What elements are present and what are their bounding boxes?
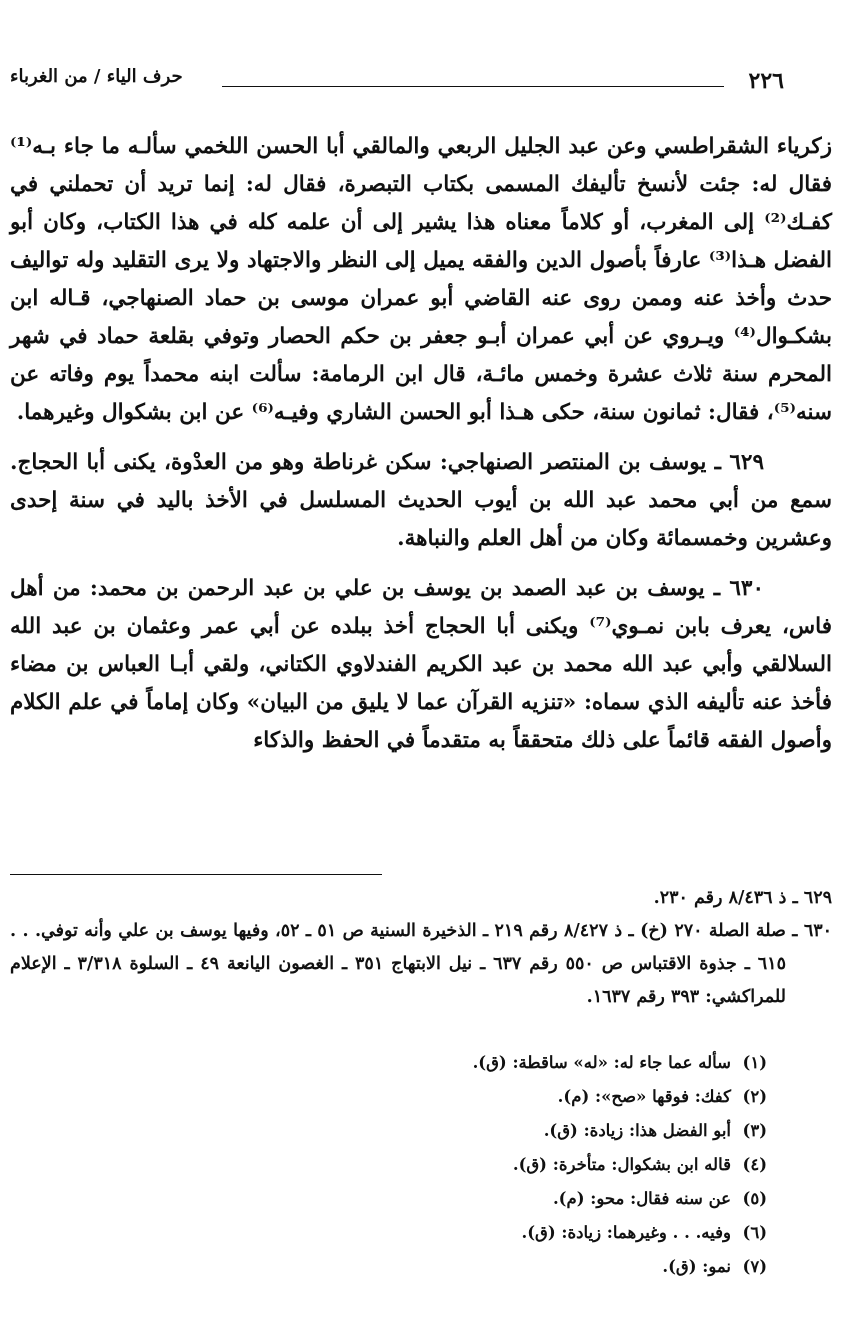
footnote	[247, 1046, 767, 1080]
page-number: ٢٢٦	[748, 68, 784, 94]
main-text	[10, 128, 832, 772]
footnote-text: نمو: (ق).	[662, 1257, 731, 1276]
footnote-text: أبو الفضل هذا: زيادة: (ق).	[543, 1121, 731, 1140]
footnote-number: (٧)	[742, 1257, 767, 1276]
footnotes	[247, 1046, 767, 1284]
footnote-number: (١)	[742, 1053, 767, 1072]
entry-630: ٦٣٠ ـ يوسف بن عبد الصمد بن يوسف بن علي بن عبد الرحمن بن محمد: من أهل فاس، يعرف بابن نمـوي⁽⁷⁾ ويكنى أبا الحجاج أخذ ببلده عن أبي عمر وعثمان بن عبد الله السلالقي وأبي عبد الله محمد بن عبد الكريم الفندلاوي الكتاني، ولقي أبـا العباس بن مضاء فأخذ عنه تأليفه الذي سماه: «تنزيه القرآن عما لا يليق من البيان» وكان إماماً في علم الكلام وأصول الفقه قائماً على ذلك متحققاً به متقدماً في الحفظ والذكاء	[10, 576, 832, 753]
footnote-text: وفيه. . . وغيرهما: زيادة: (ق).	[521, 1223, 731, 1242]
bibliography	[10, 882, 832, 1014]
running-title: حرف الياء / من الغرباء	[10, 66, 183, 87]
running-header	[10, 66, 784, 96]
header-rule	[222, 86, 724, 87]
footnote-number: (٤)	[742, 1155, 767, 1174]
paragraph-continuation: زكرياء الشقراطسي وعن عبد الجليل الربعي والمالقي أبا الحسن اللخمي سألـه ما جاء بـه⁽¹⁾ فقال له: جئت لأنسخ تأليفك المسمى بكتاب التبصرة، فقال له: إنما تريد أن تحملني في كفـك⁽²⁾ إلى المغرب، أو كلاماً معناه هذا يشير إلى أن علمه كله في هذا الكتاب، وكان أبو الفضل هـذا⁽³⁾ عارفاً بأصول الدين والفقه يميل إلى النظر والاجتهاد ولا يرى التقليد وله تواليف حدث وأخذ عنه وممن روى عنه القاضي أبو عمران موسى بن حماد الصنهاجي، قـاله ابن بشكـوال⁽⁴⁾ ويـروي عن أبي عمران أبـو جعفر بن حكم الحصار وتوفي بقلعة حماد في شهر المحرم سنة ثلاث عشرة وخمس مائـة، قال ابن الرمامة: سألت ابنه محمداً يوم وفاته عن سنه⁽⁵⁾، فقال: ثمانون سنة، حكى هـذا أبو الحسن الشاري وفيـه⁽⁶⁾ عن ابن بشكوال وغيرهما.	[10, 134, 832, 425]
entry-629: ٦٢٩ ـ يوسف بن المنتصر الصنهاجي: سكن غرناطة وهو من العدْوة، يكنى أبا الحجاج. سمع من أبي محمد عبد الله بن أيوب الحديث المسلسل في الأخذ باليد في سنة إحدى وعشرين وخمسمائة وكان من أهل العلم والنباهة.	[10, 450, 832, 551]
footnote-text: قاله ابن بشكوال: متأخرة: (ق).	[512, 1155, 731, 1174]
footnote-number: (٢)	[742, 1087, 767, 1106]
bibliography-rule	[10, 874, 382, 875]
footnote	[247, 1182, 767, 1216]
footnote	[247, 1114, 767, 1148]
footnote	[247, 1250, 767, 1284]
footnote	[247, 1216, 767, 1250]
bibliography-entry: ٦٢٩ ـ ذ ٨/٤٣٦ رقم ٢٣٠.	[653, 888, 832, 908]
footnote	[247, 1080, 767, 1114]
footnote-number: (٥)	[742, 1189, 767, 1208]
footnote-text: عن سنه فقال: محو: (م).	[552, 1189, 731, 1208]
footnote	[247, 1148, 767, 1182]
footnote-number: (٦)	[742, 1223, 767, 1242]
footnote-number: (٣)	[742, 1121, 767, 1140]
footnote-text: كفك: فوقها «صح»: (م).	[557, 1087, 731, 1106]
bibliography-entry: ٦٣٠ ـ صلة الصلة ٢٧٠ (خ) ـ ذ ٨/٤٢٧ رقم ٢١٩ ـ الذخيرة السنية ص ٥١ ـ ٥٢، وفيها يوسف بن علي وأنه توفي. . . ٦١٥ ـ جذوة الاقتباس ص ٥٥٠ رقم ٦٣٧ ـ نيل الابتهاج ٣٥١ ـ الغصون اليانعة ٤٩ ـ السلوة ٣/٣١٨ ـ الإعلام للمراكشي: ٣٩٣ رقم ١٦٣٧.	[10, 921, 833, 1007]
footnote-text: سأله عما جاء له: «له» ساقطة: (ق).	[472, 1053, 731, 1072]
